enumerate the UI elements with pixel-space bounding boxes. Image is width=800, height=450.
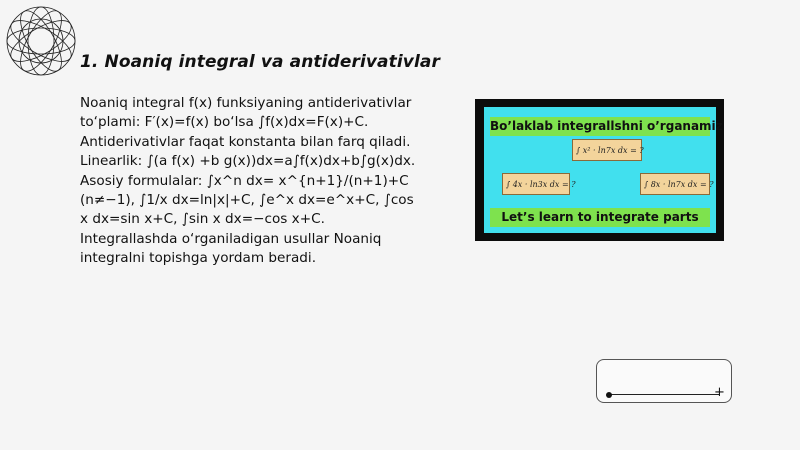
formula-box-3: ∫ 8x · ln7x dx = ?	[640, 173, 710, 195]
picture-bottom-banner: Let’s learn to integrate parts	[490, 208, 710, 227]
add-icon[interactable]: +	[714, 385, 725, 400]
picture-top-banner: Bo’laklab integrallshni o’rganamiz	[490, 117, 710, 136]
seek-track[interactable]	[609, 394, 720, 395]
spirograph-logo-icon	[4, 4, 78, 78]
formula-box-1: ∫ x² · ln7x dx = ?	[572, 139, 642, 161]
play-position-icon[interactable]	[606, 392, 612, 398]
slide-body-text: Noaniq integral f(x) funksiyaning antiderivativlar to‘plami: F′(x)=f(x) bo‘lsa ∫f(x)dx=F(x)+C. Antiderivativlar faqat konstanta bilan farq qiladi. Linearlik: ∫(a f(x) +b g(x))dx=a∫f(x)dx+b∫g(x)dx. Asosiy formulalar: ∫x^n dx= x^{n+1}/(n+1)+C (n≠−1), ∫1/x dx=ln|x|+C, ∫e^x dx=e^x+C, ∫cos x dx=sin x+C, ∫sin x dx=−cos x+C. Integrallashda o‘rganiladigan usullar Noaniq integralni topishga yordam beradi.	[80, 95, 416, 267]
picture-background	[484, 107, 723, 233]
media-player-control[interactable]	[596, 359, 732, 403]
formula-box-2: ∫ 4x · ln3x dx = ?	[502, 173, 570, 195]
slide-title: 1. Noaniq integral va antiderivativlar	[80, 52, 440, 72]
integration-by-parts-picture	[475, 99, 724, 241]
